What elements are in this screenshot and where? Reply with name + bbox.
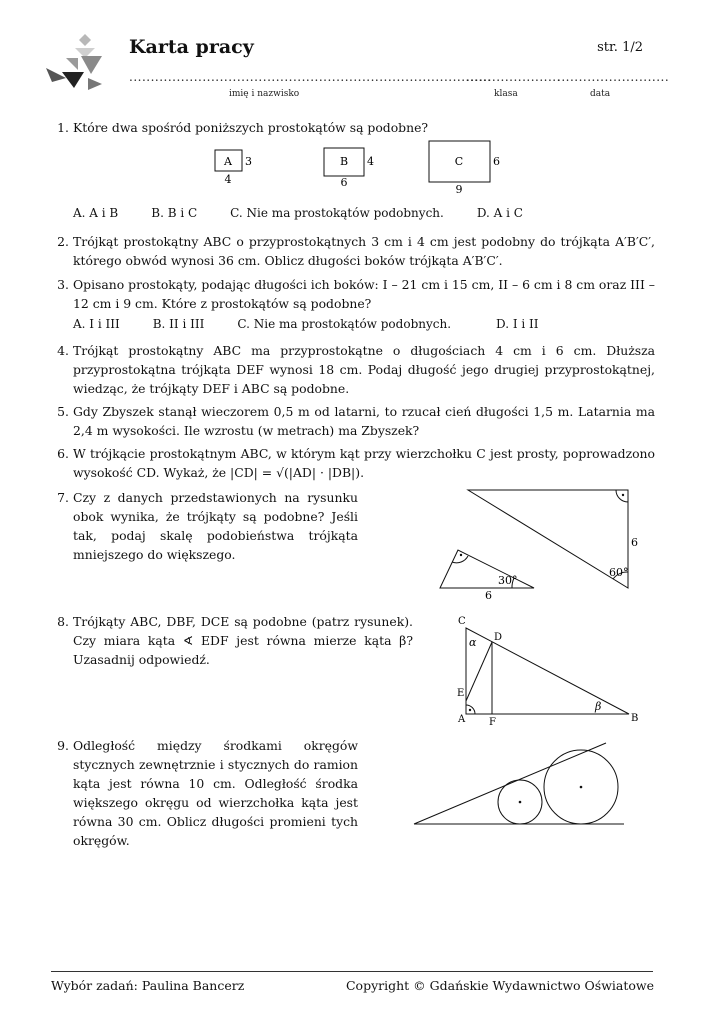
page-title: Karta pracy [129, 36, 254, 58]
page-number: str. 1/2 [597, 40, 643, 55]
question-7: 7. Czy z danych przedstawionych na rysunku obok wynika, że trójkąty są podobne? Jeśli tak, podaj skalę podobieństwa trójkąta mniejszego do większego. [57, 490, 358, 562]
question-2: 2. Trójkąt prostokątny ABC o przyprostokątnych 3 cm i 4 cm jest podobny do trójkąta A′B′C′, którego obwód wynosi 36 cm. Oblicz długości boków trójkąta A′B′C′. [57, 234, 655, 268]
rect-b-height: 4 [367, 155, 374, 168]
q3-answers [73, 317, 572, 331]
rect-c-width: 9 [455, 183, 463, 196]
beta-label: β [595, 700, 602, 713]
date-field[interactable]: .......................... [557, 70, 670, 84]
name-field[interactable]: .................................................................................... [129, 70, 492, 84]
question-5: 5. Gdy Zbyszek stanął wieczorem 0,5 m od latarni, to rzucał cień długości 1,5 m. Latarnia ma 2,4 m wysokości. Ile wzrostu (w metrach) ma Zbyszek? [57, 404, 655, 438]
footer-divider [51, 971, 653, 972]
small-side-label: 6 [485, 589, 492, 602]
q1-answer-d[interactable]: D. A i C [476, 206, 523, 220]
rect-a-width: 4 [224, 173, 232, 186]
point-f-label: F [489, 717, 496, 728]
name-label: imię i nazwisko [229, 89, 300, 99]
point-c-label: C [458, 616, 466, 627]
point-d-label: D [494, 632, 503, 643]
footer-left: Wybór zadań: Paulina Bancerz [51, 978, 245, 993]
question-6: 6. W trójkącie prostokątnym ABC, w którym kąt przy wierzchołku C jest prosty, poprowadzono wysokość CD. Wykaż, że |CD| = √(|AD| · |DB|). [57, 446, 655, 480]
q7-triangles-figure [430, 488, 645, 603]
q1-answer-c[interactable]: C. Nie ma prostokątów podobnych. [230, 206, 444, 220]
big-angle-label: 60° [609, 566, 629, 579]
rect-c-label: C [454, 155, 464, 168]
q3-answer-d[interactable]: D. I i II [496, 317, 539, 331]
q1-answer-b[interactable]: B. B i C [151, 206, 198, 220]
rect-b-width: 6 [340, 176, 348, 189]
big-side-label: 6 [631, 536, 638, 549]
class-label: klasa [494, 89, 518, 99]
rect-c-height: 6 [493, 155, 500, 168]
point-e-label: E [457, 688, 465, 699]
q3-answer-c[interactable]: C. Nie ma prostokątów podobnych. [237, 317, 452, 331]
q3-answer-b[interactable]: B. II i III [152, 317, 205, 331]
q1-rectangles-figure [205, 138, 515, 198]
question-3: 3. Opisano prostokąty, podając długości ich boków: I – 21 cm i 15 cm, II – 6 cm i 8 cm oraz III – 12 cm i 9 cm. Które z prostokątów są podobne? [57, 277, 655, 311]
q8-triangles-figure [452, 613, 642, 728]
date-label: data [590, 89, 611, 99]
q3-answer-a[interactable]: A. I i III [73, 317, 120, 331]
point-b-label: B [631, 713, 639, 724]
class-field[interactable]: ...................... [466, 70, 561, 84]
question-8: 8. Trójkąty ABC, DBF, DCE są podobne (patrz rysunek). Czy miara kąta ∢ EDF jest równa mierze kąta β? Uzasadnij odpowiedź. [57, 614, 413, 667]
q1-answer-a[interactable]: A. A i B [73, 206, 119, 220]
rect-a-label: A [224, 155, 232, 168]
footer-right: Copyright © Gdańskie Wydawnictwo Oświatowe [345, 978, 654, 993]
alpha-label: α [469, 636, 477, 649]
question-9: 9. Odległość między środkami okręgów stycznych zewnętrznie i stycznych do ramion kąta jest równa 10 cm. Odległość środka większego okręgu od wierzchołka kąta jest równa 30 cm. Oblicz długości promieni tych okręgów. [57, 738, 358, 848]
q9-circles-figure [412, 740, 627, 830]
small-angle-label: 30° [498, 574, 518, 587]
rect-a-height: 3 [245, 155, 252, 168]
publisher-logo [44, 34, 106, 90]
question-4: 4. Trójkąt prostokątny ABC ma przyprostokątne o długościach 4 cm i 6 cm. Dłuższa przyprostokątna trójkąta DEF wynosi 18 cm. Podaj długość jego drugiej przyprostokątnej, wiedząc, że trójkąty DEF i ABC są podobne. [57, 343, 655, 396]
point-a-label: A [458, 714, 466, 725]
question-1: 1. Które dwa spośród poniższych prostokątów są podobne? [57, 120, 429, 135]
rect-b-label: B [339, 155, 349, 168]
q1-answers [73, 206, 556, 220]
